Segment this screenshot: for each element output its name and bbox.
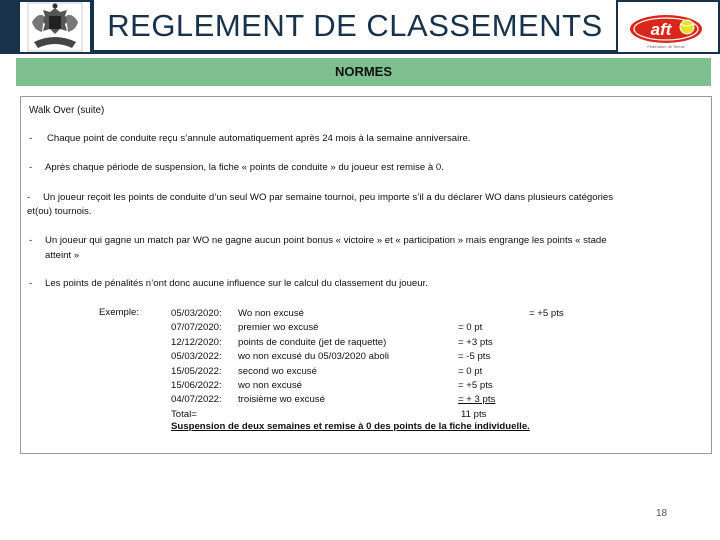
example-total-value: 11 pts <box>461 408 487 420</box>
bullet-text-3-continued: et(ou) tournois. <box>27 206 92 217</box>
example-points <box>458 321 495 422</box>
example-dates <box>171 307 222 422</box>
example-point: = 0 pt <box>458 322 483 334</box>
example-description: Wo non excusé <box>238 308 304 319</box>
aft-logo <box>618 2 718 52</box>
page-number: 18 <box>656 508 668 519</box>
example-date: 07/07/2020: <box>171 322 222 334</box>
example-date: 12/12/2020: <box>171 336 222 348</box>
coat-of-arms-logo <box>20 2 90 52</box>
example-total-label: Total= <box>171 408 197 420</box>
bullet-marker: - <box>27 192 31 203</box>
example-point: = -5 pts <box>458 351 491 363</box>
bullet-marker: - <box>29 162 33 173</box>
title-box <box>94 0 616 50</box>
example-first-point: = +5 pts <box>529 308 564 319</box>
example-descriptions <box>238 307 389 408</box>
example-description: points de conduite (jet de raquette) <box>238 336 387 348</box>
example-label: Exemple: <box>99 307 139 318</box>
content-box <box>20 96 712 454</box>
bullet-text-3: Un joueur reçoit les points de conduite d’un seul WO par semaine tournoi, peu importe s’il a du déclarer WO dans plusieurs catégories <box>43 192 614 203</box>
example-description: second wo excusé <box>238 365 317 377</box>
example-point: = +3 pts <box>458 336 493 348</box>
example-point: = + 3 pts <box>458 394 496 406</box>
bullet-marker: - <box>29 235 33 246</box>
bullet-marker: - <box>29 278 33 289</box>
aft-logo-graphic <box>618 2 718 52</box>
example-date: 04/07/2022: <box>171 394 222 406</box>
header-bar <box>0 0 720 54</box>
example-description: wo non excusé du 05/03/2020 aboli <box>238 351 389 363</box>
content-heading: Walk Over (suite) <box>29 105 105 116</box>
bullet-marker: - <box>29 133 33 144</box>
example-conclusion: Suspension de deux semaines et remise à 0 des points de la fiche individuelle. <box>171 421 530 432</box>
example-point: = +5 pts <box>458 379 493 391</box>
bullet-text-2: Après chaque période de suspension, la fiche « points de conduite » du joueur est remise à 0. <box>45 162 444 173</box>
example-date: 15/06/2022: <box>171 379 222 391</box>
bullet-text-4: Un joueur qui gagne un match par WO ne gagne aucun point bonus « victoire » et « participation » mais engrange les points « stade <box>45 235 607 246</box>
bullet-text-5: Les points de pénalités n’ont donc aucune influence sur le calcul du classement du joueur. <box>45 278 428 289</box>
example-date: 05/03/2022: <box>171 351 222 363</box>
example-point: = 0 pt <box>458 365 483 377</box>
page-title: REGLEMENT DE CLASSEMENTS <box>107 8 603 43</box>
bullet-text-4-continued: atteint » <box>45 250 80 261</box>
example-description: wo non excusé <box>238 379 302 391</box>
example-description: premier wo excusé <box>238 322 319 334</box>
example-description: troisième wo excusé <box>238 394 325 406</box>
aft-logo-subtext: Fédération de Tennis <box>647 44 685 49</box>
example-date: 15/05/2022: <box>171 365 222 377</box>
section-title: NORMES <box>16 58 711 86</box>
aft-logo-text: aft <box>650 20 672 39</box>
bullet-text-1: Chaque point de conduite reçu s’annule automatiquement après 24 mois à la semaine anniversaire. <box>47 133 471 144</box>
example-date: 05/03/2020: <box>171 308 222 319</box>
